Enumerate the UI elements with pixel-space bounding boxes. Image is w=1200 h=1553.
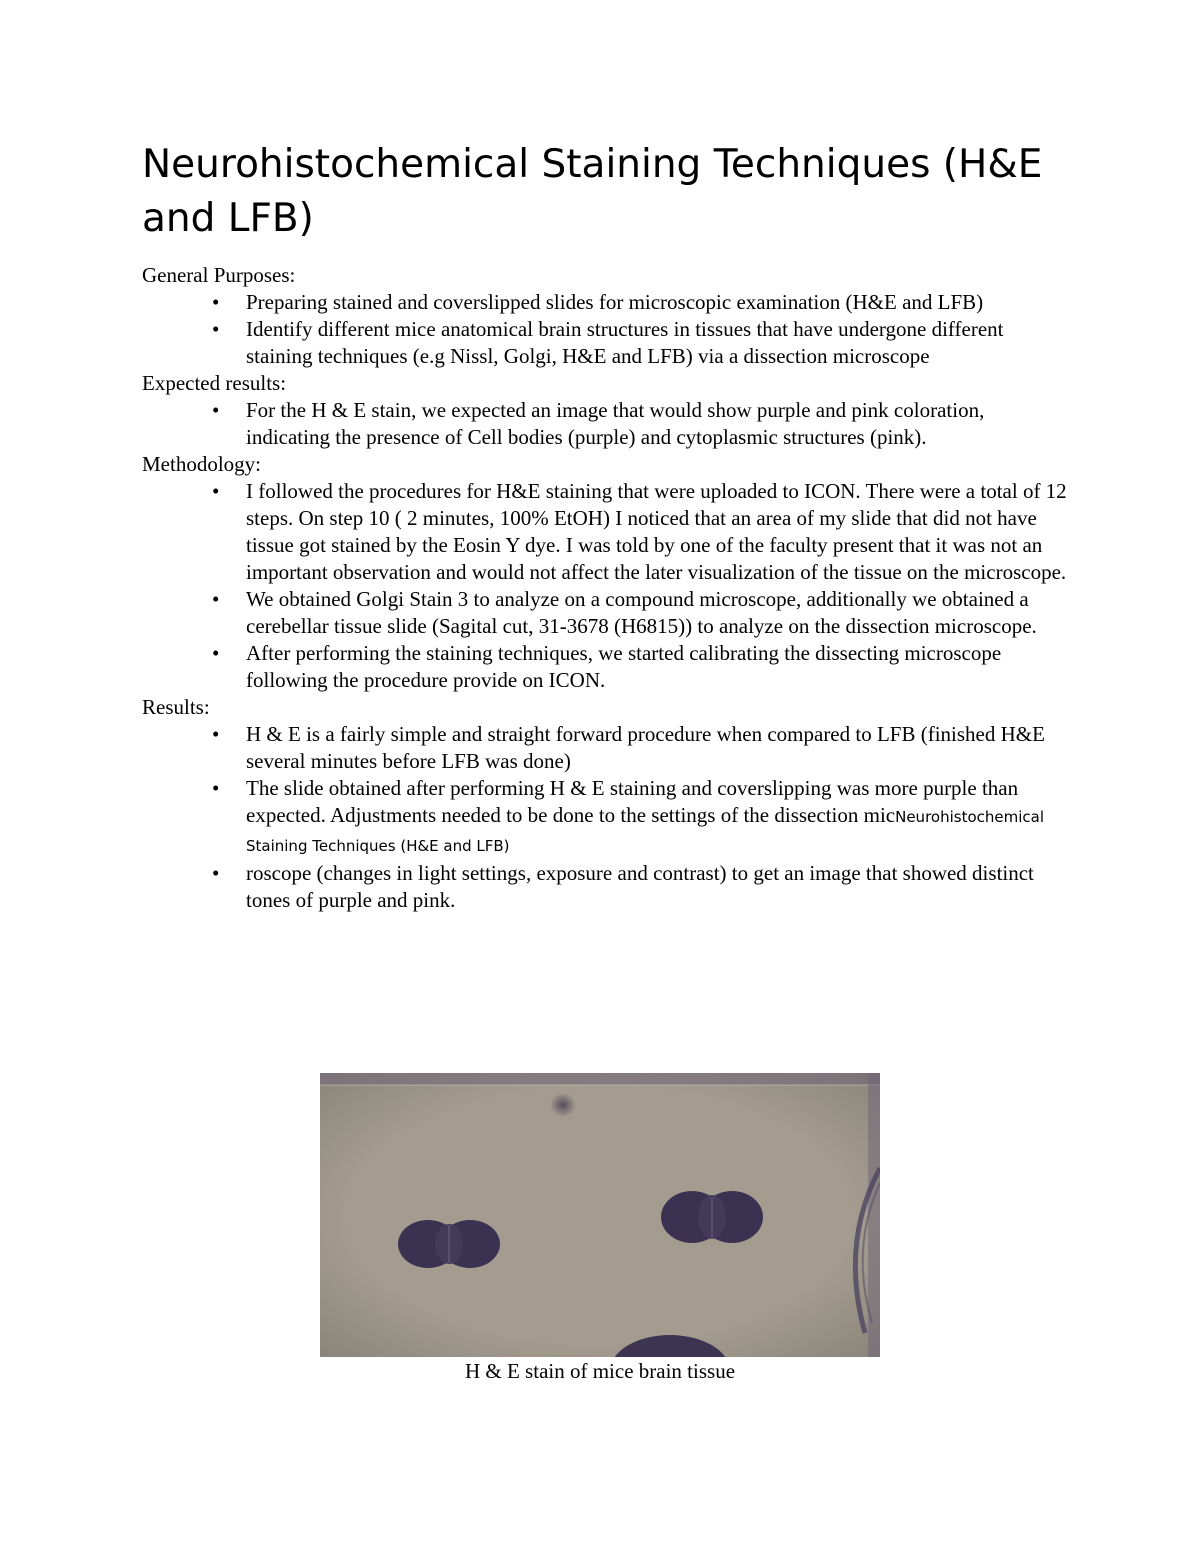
list-item-text: I followed the procedures for H&E staining that were uploaded to ICON. There were a total of 12 steps. On step 10 ( 2 minutes, 100% EtOH) I noticed that an area of my slide that did not have tissue got stained by the Eosin Y dye. I was told by one of the faculty present that it was not an important observation and would not affect the later visualization of the tissue on the microscope. bbox=[246, 479, 1067, 584]
bullet-icon: • bbox=[212, 861, 220, 885]
list-item-text: roscope (changes in light settings, exposure and contrast) to get an image that showed distinct tones of purple and pink. bbox=[246, 861, 1034, 912]
inline-pasted-title: Neurohistochemical Staining Techniques (H&E and LFB) bbox=[246, 808, 1044, 855]
list-item bbox=[142, 721, 1072, 775]
list-item-text: For the H & E stain, we expected an image that would show purple and pink coloration, indicating the presence of Cell bodies (purple) and cytoplasmic structures (pink). bbox=[246, 398, 985, 449]
document-body bbox=[142, 262, 1072, 914]
section-heading-methodology: Methodology: bbox=[142, 452, 261, 476]
list-item bbox=[142, 289, 1072, 316]
list-item bbox=[142, 860, 1072, 914]
bullet-list-expected-results bbox=[142, 397, 1072, 451]
list-item bbox=[142, 478, 1072, 586]
tissue-section-right bbox=[661, 1191, 763, 1243]
list-item-text: H & E is a fairly simple and straight forward procedure when compared to LFB (finished H&E several minutes before LFB was done) bbox=[246, 722, 1045, 773]
bullet-list-results bbox=[142, 721, 1072, 914]
list-item bbox=[142, 775, 1072, 860]
list-item-text: We obtained Golgi Stain 3 to analyze on a compound microscope, additionally we obtained a cerebellar tissue slide (Sagital cut, 31-3678 (H6815)) to analyze on the dissection microscope. bbox=[246, 587, 1037, 638]
list-item bbox=[142, 397, 1072, 451]
bullet-list-general-purposes bbox=[142, 289, 1072, 370]
bullet-icon: • bbox=[212, 641, 220, 665]
bullet-icon: • bbox=[212, 587, 220, 611]
list-item-text: Preparing stained and coverslipped slides for microscopic examination (H&E and LFB) bbox=[246, 290, 984, 314]
bullet-icon: • bbox=[212, 722, 220, 746]
list-item bbox=[142, 316, 1072, 370]
section-heading-general-purposes: General Purposes: bbox=[142, 263, 296, 287]
list-item-text: Identify different mice anatomical brain structures in tissues that have undergone different staining techniques (e.g Nissl, Golgi, H&E and LFB) via a dissection microscope bbox=[246, 317, 1004, 368]
bullet-icon: • bbox=[212, 290, 220, 314]
slide-photo-image bbox=[320, 1073, 880, 1357]
list-item bbox=[142, 586, 1072, 640]
section-heading-results: Results: bbox=[142, 695, 210, 719]
bullet-list-methodology bbox=[142, 478, 1072, 694]
bullet-icon: • bbox=[212, 398, 220, 422]
list-item-text: After performing the staining techniques, we started calibrating the dissecting microscope following the procedure provide on ICON. bbox=[246, 641, 1002, 692]
tissue-section-left bbox=[398, 1220, 500, 1268]
bullet-icon: • bbox=[212, 317, 220, 341]
section-heading-expected-results: Expected results: bbox=[142, 371, 287, 395]
list-item bbox=[142, 640, 1072, 694]
bullet-icon: • bbox=[212, 776, 220, 800]
document-title: Neurohistochemical Staining Techniques (H&E and LFB) bbox=[142, 142, 1043, 241]
slide-photo bbox=[320, 1073, 880, 1357]
figure-caption: H & E stain of mice brain tissue bbox=[464, 1359, 736, 1383]
bullet-icon: • bbox=[212, 479, 220, 503]
list-item-text: The slide obtained after performing H & E staining and coverslipping was more purple than expected. Adjustments needed to be done to the settings of the dissection mic bbox=[246, 776, 1019, 827]
